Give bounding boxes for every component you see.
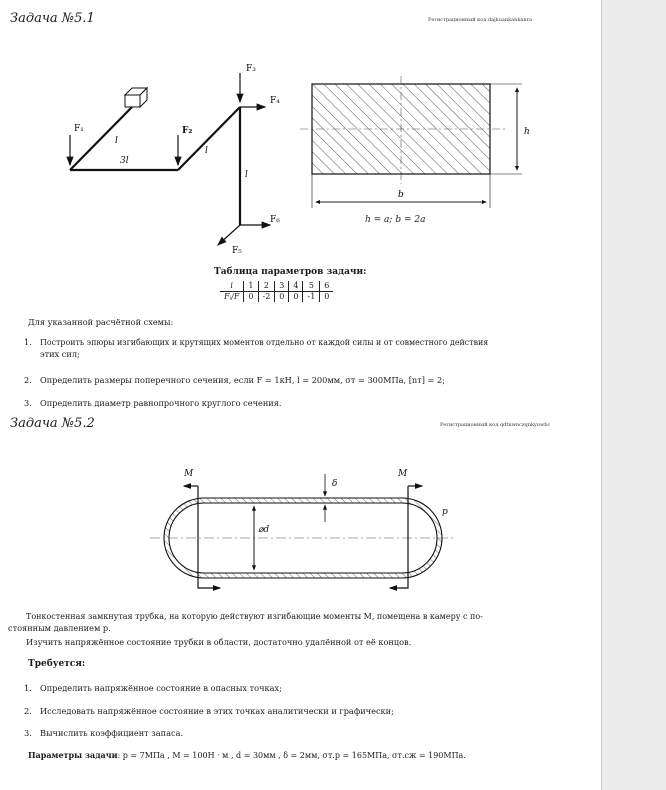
- label-l-2: l: [205, 146, 208, 156]
- table-index: 1: [244, 281, 258, 292]
- task2-para2: Изучить напряжённое состояние трубки в области, достаточно удалённой от её концов.: [26, 637, 412, 647]
- task2-para1-line1: Тонкостенная замкнутая трубка, на которую действуют изгибающие моменты M, помещена в камеру с по-: [26, 612, 483, 621]
- task2-item-1-text: Определить напряжённое состояние в опасных точках;: [40, 683, 282, 693]
- task2-item-3-text: Вычислить коэффициент запаса.: [40, 728, 184, 738]
- task2-para1-line2: стоянным давлением p.: [8, 623, 111, 633]
- label-l-1: l: [115, 136, 118, 146]
- label-f5: F₅: [232, 246, 242, 256]
- label-f3: F₃: [246, 64, 256, 74]
- task1-item-3-text: Определить диаметр равнопрочного круглого сечения.: [40, 398, 282, 408]
- task2-params-values: : p = 7МПа , M = 100Н · м , d = 30мм , δ = 2мм, σт.р = 165МПа, σт.сж = 190МПа.: [117, 751, 466, 760]
- task2-params-label: Параметры задачи: [28, 750, 118, 760]
- task1-title: Задача №5.1: [10, 11, 95, 26]
- table-value: 0: [289, 292, 303, 303]
- label-h: h: [524, 127, 530, 137]
- force-f5-arrow: [218, 225, 240, 245]
- task1-item-1-line2: этих сил;: [40, 349, 80, 359]
- task2-item-2-num: 2.: [24, 706, 32, 716]
- label-f2: F₂: [182, 126, 193, 136]
- table-header-label: i: [220, 281, 244, 292]
- params-table: [220, 281, 333, 302]
- task2-required-heading: Требуется:: [28, 659, 86, 669]
- section-condition: h = a; b = 2a: [365, 215, 426, 225]
- frame-diagram: [60, 55, 290, 260]
- table-index: 2: [258, 281, 275, 292]
- tube-diagram: [140, 460, 470, 600]
- task1-item-2-text: Определить размеры поперечного сечения, если F = 1кН, l = 200мм, σт = 300МПа, [nт] = 2;: [40, 375, 445, 385]
- support-cube: [125, 88, 147, 107]
- label-m-left: M: [184, 469, 194, 479]
- task1-intro: Для указанной расчётной схемы:: [28, 317, 174, 327]
- task2-item-1-num: 1.: [24, 683, 32, 693]
- task2-reg-code: Регистрационный код qdtnwnczqnkyuwbc: [440, 422, 551, 428]
- table-value: 0: [248, 292, 254, 301]
- table-value: 0: [275, 292, 289, 303]
- task2-required-label: Требуется: [28, 659, 82, 669]
- label-p: p: [442, 507, 448, 517]
- label-b: b: [398, 190, 404, 200]
- table-index: 6: [320, 281, 334, 292]
- task1-item-1-line1: Построить эпюры изгибающих и крутящих моментов отдельно от каждой силы и от совместного действия: [40, 338, 489, 347]
- table-index: 4: [289, 281, 303, 292]
- task2-title: Задача №5.2: [10, 416, 95, 431]
- frame-members: [70, 107, 240, 225]
- label-3l: 3l: [120, 156, 129, 166]
- label-l-3: l: [245, 170, 248, 180]
- task1-item-1-num: 1.: [24, 337, 32, 347]
- table-value: -1: [303, 292, 320, 303]
- task2-item-3-num: 3.: [24, 728, 32, 738]
- label-f1: F₁: [74, 124, 84, 134]
- table-caption: Таблица параметров задачи:: [214, 267, 367, 277]
- task2-item-2-text: Исследовать напряжённое состояние в этих точках аналитически и графически;: [40, 706, 394, 716]
- table-index: 5: [303, 281, 320, 292]
- task1-reg-code: Регистрационный код dajkuankankanra: [428, 17, 532, 23]
- task1-item-3-num: 3.: [24, 398, 32, 408]
- table-row-label: Fᵢ/F: [220, 292, 244, 303]
- label-f4: F₄: [270, 96, 280, 106]
- task2-params: [28, 750, 466, 761]
- table-value: 0: [320, 292, 334, 303]
- table-value: -2: [258, 292, 275, 303]
- cross-section-diagram: [300, 72, 540, 232]
- viewer-background: [602, 0, 666, 790]
- table-index: 3: [275, 281, 289, 292]
- label-delta: δ: [332, 479, 338, 489]
- label-f6: F₆: [270, 215, 280, 225]
- label-d: ⌀d: [258, 525, 270, 535]
- label-m-right: M: [398, 469, 408, 479]
- task1-item-2-num: 2.: [24, 375, 32, 385]
